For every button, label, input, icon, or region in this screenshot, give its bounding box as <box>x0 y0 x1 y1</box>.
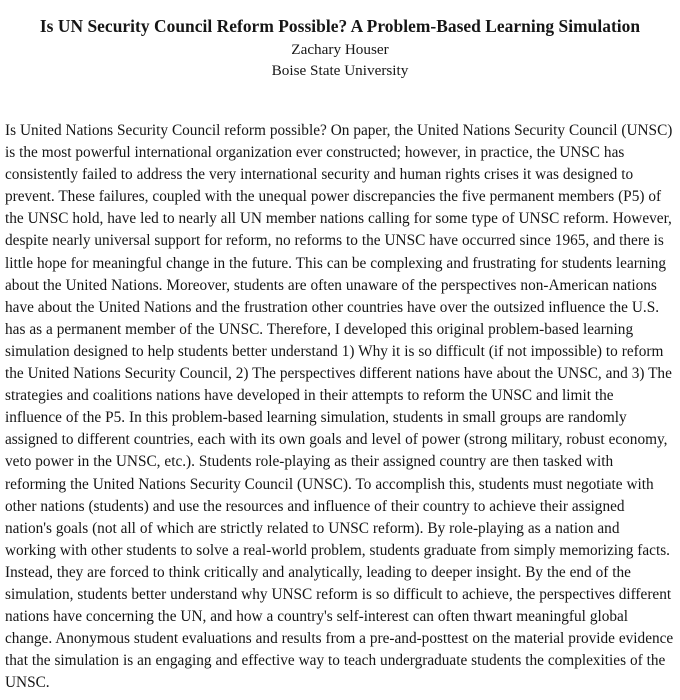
author-block <box>0 40 680 81</box>
author-affiliation: Boise State University <box>271 61 409 79</box>
abstract-paragraph: Is United Nations Security Council reform possible? On paper, the United Nations Security Council (UNSC) is the most powerful international organization ever constructed; however, in practice, the UNSC has consistently failed to address the very international security and human rights crises it was designed to prevent. These failures, coupled with the unequal power discrepancies the five permanent members (P5) of the UNSC hold, have led to nearly all UN member nations calling for some type of UNSC reform. However, despite nearly universal support for reform, no reforms to the UNSC have occurred since 1965, and there is little hope for meaningful change in the future. This can be complexing and frustrating for students learning about the United Nations. Moreover, students are often unaware of the perspectives non-American nations have about the United Nations and the frustration other countries have over the outsized influence the U.S. has as a permanent member of the UNSC. Therefore, I developed this original problem-based learning simulation designed to help students better understand 1) Why it is so difficult (if not impossible) to reform the United Nations Security Council, 2) The perspectives different nations have about the UNSC, and 3) The strategies and coalitions nations have developed in their attempts to reform the UNSC and limit the influence of the P5. In this problem-based learning simulation, students in small groups are randomly assigned to different countries, each with its own goals and level of power (strong military, robust economy, veto power in the UNSC, etc.). Students role-playing as their assigned country are then tasked with reforming the United Nations Security Council (UNSC). To accomplish this, students must negotiate with other nations (students) and use the resources and influence of their country to achieve their assigned nation's goals (not all of which are strictly related to UNSC reform). By role-playing as a nation and working with other students to solve a real-world problem, students graduate from simply memorizing facts. Instead, they are forced to think critically and analytically, leading to deeper insight. By the end of the simulation, students better understand why UNSC reform is so difficult to achieve, the perspectives different nations have concerning the UN, and how a country's self-interest can often thwart meaningful global change. Anonymous student evaluations and results from a pre-and-posttest on the material provide evidence that the simulation is an engaging and effective way to teach undergraduate students the complexities of the UNSC. <box>5 122 674 692</box>
author-name: Zachary Houser <box>291 41 389 58</box>
page-title: Is UN Security Council Reform Possible? A Problem-Based Learning Simulation <box>39 15 641 36</box>
abstract-section <box>5 120 674 694</box>
